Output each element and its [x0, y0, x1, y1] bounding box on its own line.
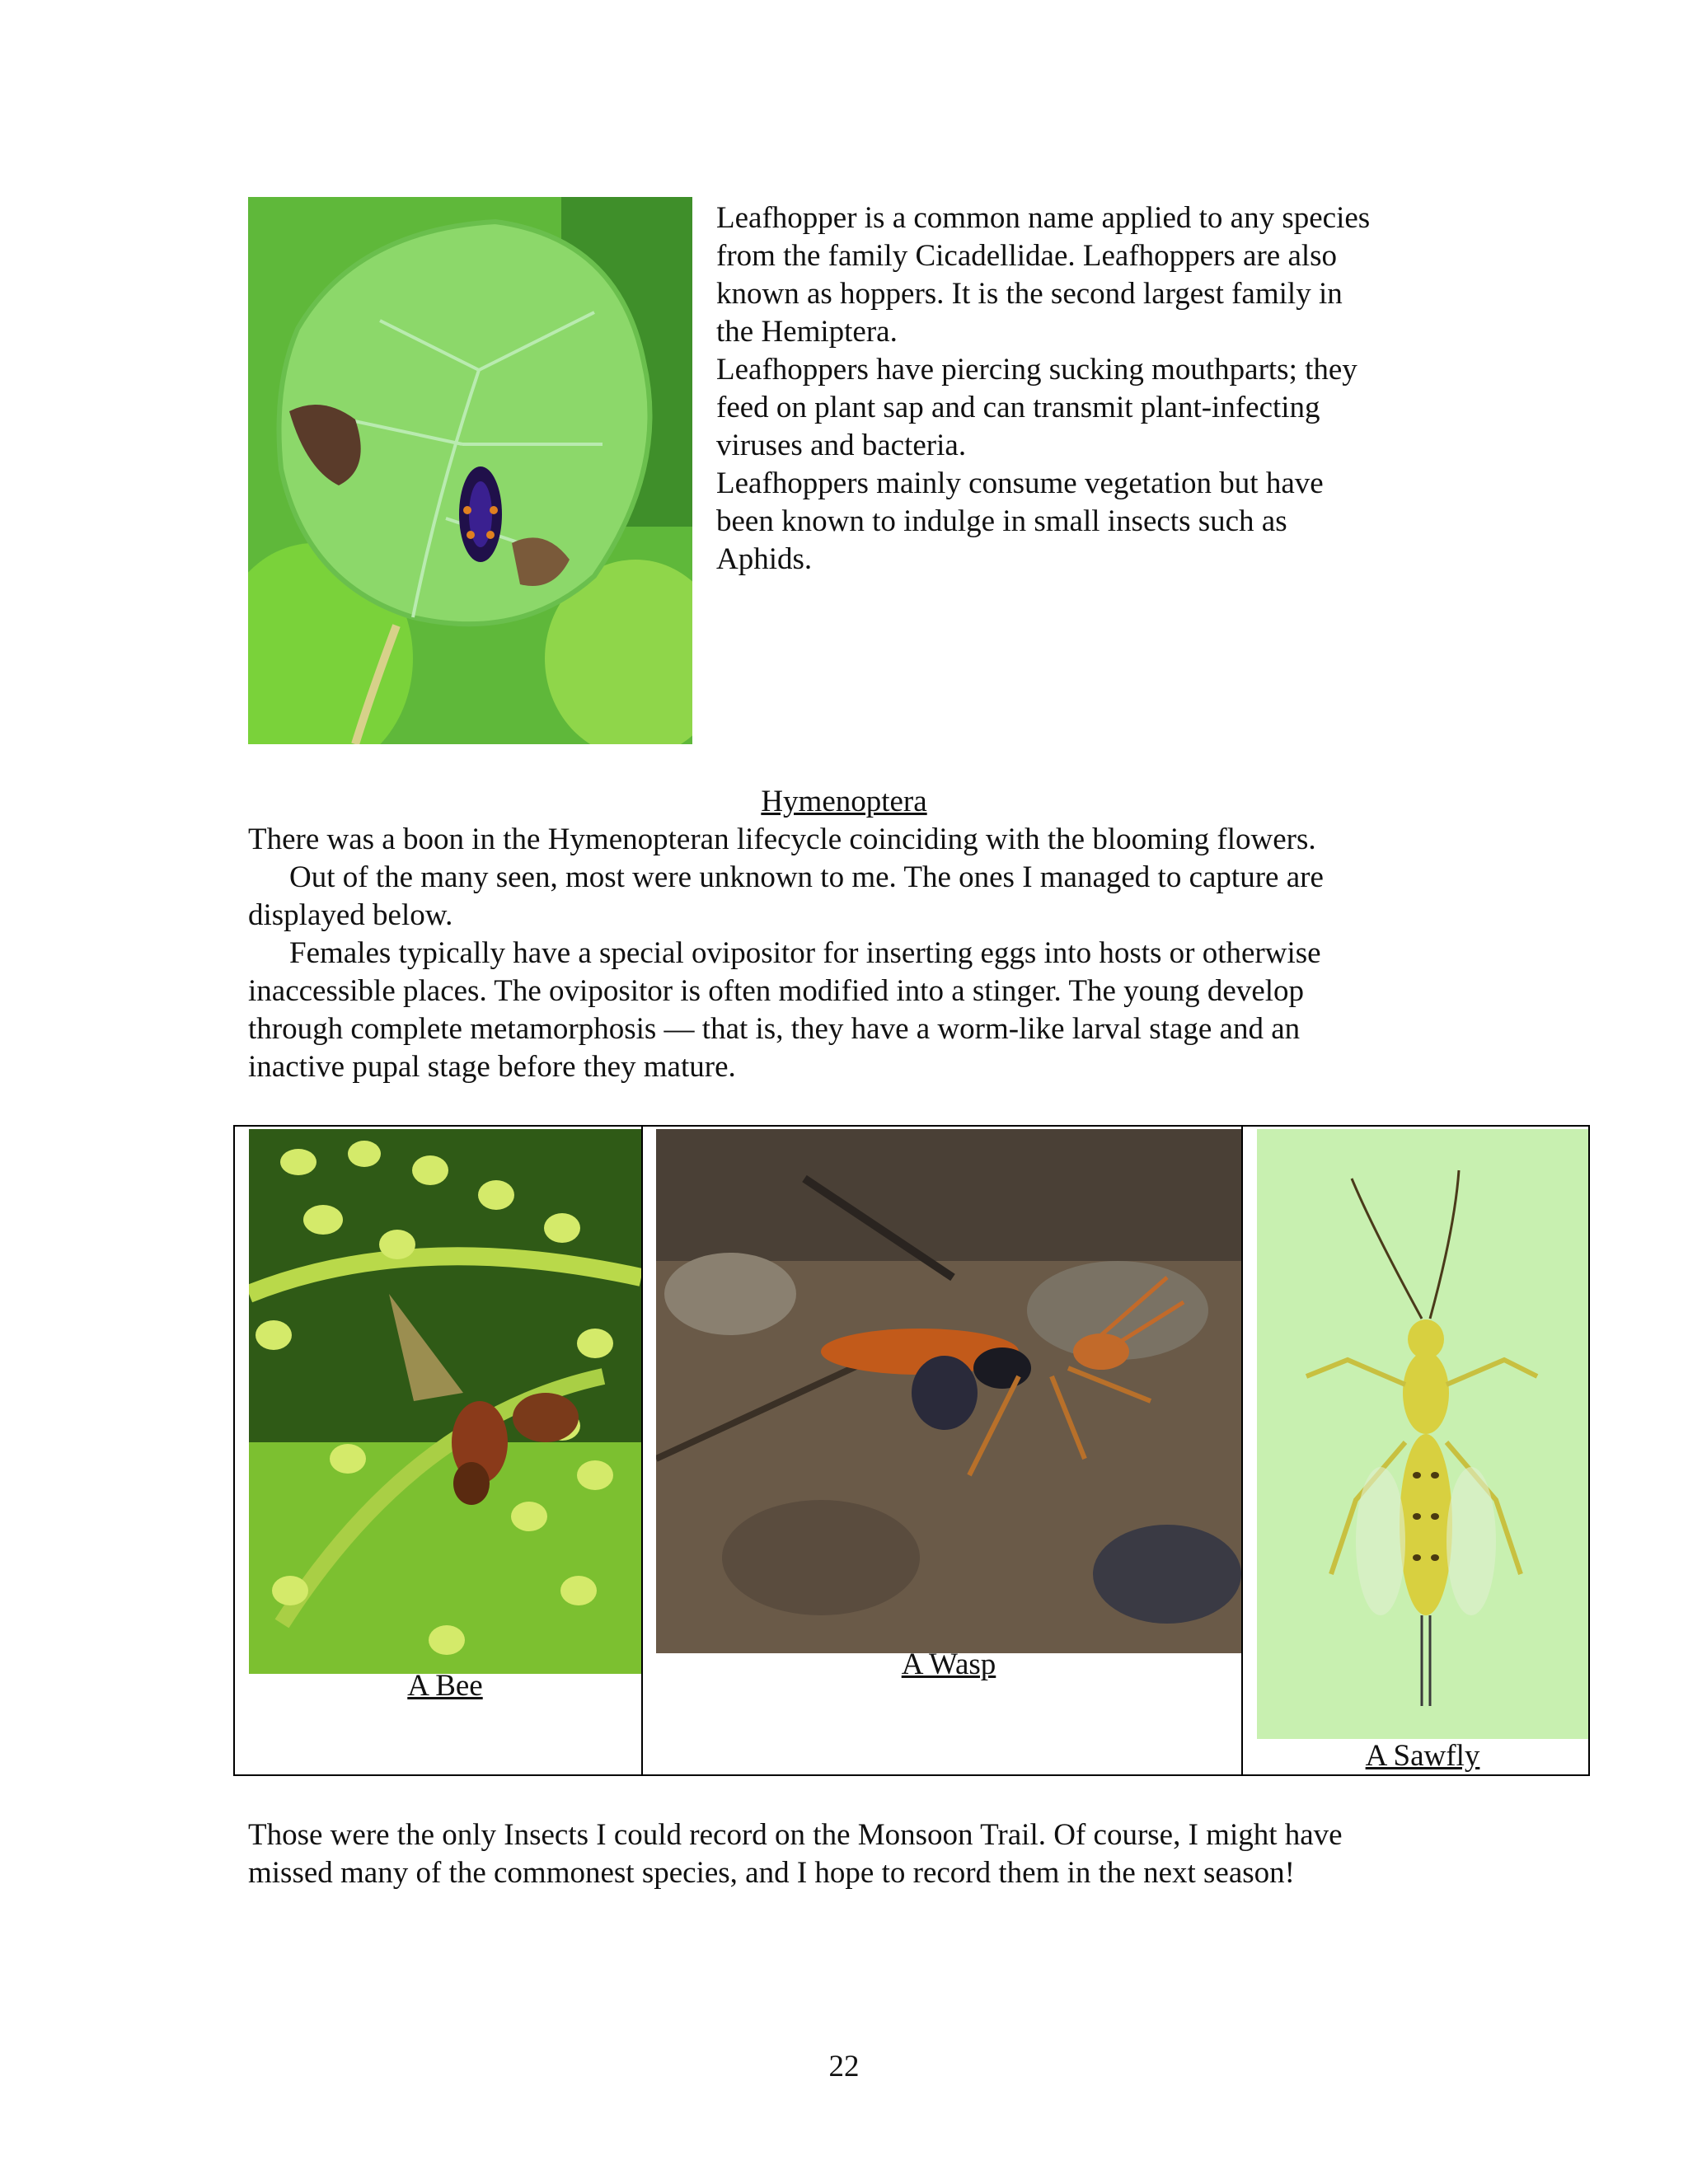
text-line: Those were the only Insects I could record on the Monsoon Trail. Of course, I might have: [248, 1818, 1343, 1852]
section-heading: Hymenoptera: [761, 785, 927, 818]
text-line: feed on plant sap and can transmit plant-infecting: [716, 391, 1320, 424]
table-divider: [641, 1127, 643, 1774]
paragraph-continuation: inaccessible places. The ovipositor is often modified into a stinger. The young develop: [248, 974, 1305, 1008]
sawfly-caption: A Sawfly: [1365, 1739, 1480, 1773]
wasp-caption: A Wasp: [901, 1647, 996, 1681]
leafhopper-photo: [248, 197, 692, 744]
hymenoptera-intro: [248, 821, 1484, 1086]
paragraph: There was a boon in the Hymenopteran lifecycle coinciding with the blooming flowers.: [248, 823, 1316, 856]
sawfly-photo: [1257, 1129, 1588, 1739]
leafhopper-description: [716, 199, 1450, 579]
paragraph: Out of the many seen, most were unknown to me. The ones I managed to capture are: [289, 860, 1324, 894]
paragraph-continuation: inactive pupal stage before they mature.: [248, 1050, 736, 1084]
paragraph-continuation: displayed below.: [248, 898, 453, 932]
text-line: known as hoppers. It is the second largest family in: [716, 277, 1343, 311]
text-line: viruses and bacteria.: [716, 429, 967, 462]
paragraph-continuation: through complete metamorphosis — that is, they have a worm-like larval stage and an: [248, 1012, 1301, 1046]
paragraph: Females typically have a special ovipositor for inserting eggs into hosts or otherwise: [289, 936, 1321, 970]
text-line: been known to indulge in small insects such as: [716, 504, 1287, 538]
page-number: 22: [828, 2050, 860, 2083]
bee-caption: A Bee: [407, 1669, 483, 1703]
wasp-photo: [656, 1129, 1241, 1653]
text-line: Leafhoppers mainly consume vegetation but have: [716, 466, 1324, 500]
table-divider: [1241, 1127, 1243, 1774]
text-line: from the family Cicadellidae. Leafhoppers are also: [716, 239, 1338, 273]
text-line: Aphids.: [716, 542, 813, 576]
closing-paragraph: [248, 1816, 1484, 1892]
text-line: Leafhopper is a common name applied to any species: [716, 201, 1371, 235]
text-line: the Hemiptera.: [716, 315, 898, 349]
bee-photo: [249, 1129, 641, 1674]
text-line: Leafhoppers have piercing sucking mouthparts; they: [716, 353, 1357, 387]
text-line: missed many of the commonest species, and I hope to record them in the next season!: [248, 1856, 1295, 1890]
insect-gallery-table: [233, 1125, 1590, 1776]
